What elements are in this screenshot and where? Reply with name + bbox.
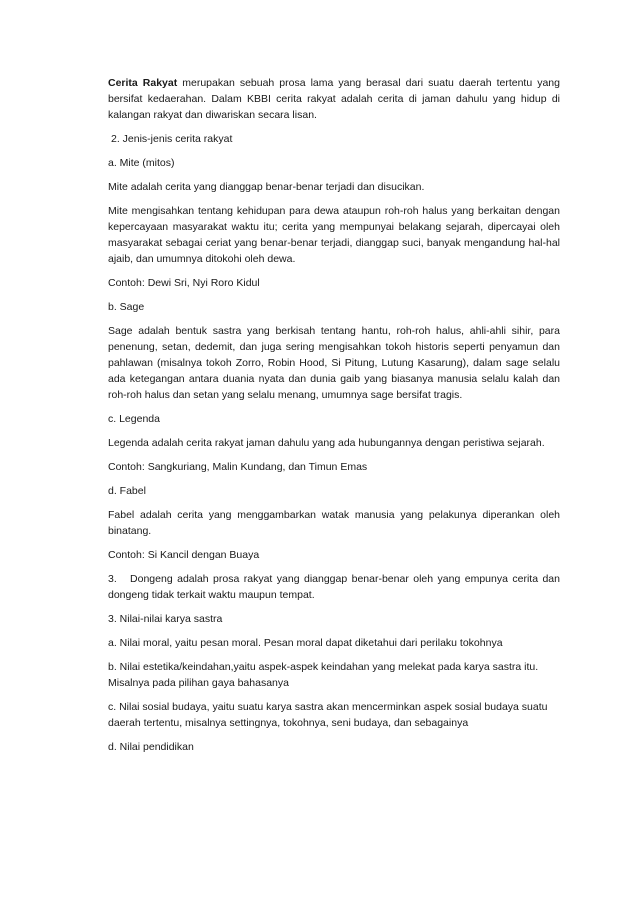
paragraph-sage: Sage adalah bentuk sastra yang berkisah tentang hantu, roh-roh halus, ahli-ahli sihir, para penenung, setan, dedemit, dan juga sering mengisahkan tokoh historis seperti penyamun dan pahlawan (misalnya tokoh Zorro, Robin Hood, Si Pitung, Lutung Kasarung), dalam sage selalu ada ketegangan antara duania nyata dan dunia gaib yang biasanya manusia selalu kalah dan roh-roh halus dan setan yang selalu menang, umumnya sage bersifat tragis. bbox=[108, 325, 560, 401]
subheading-sage: b. Sage bbox=[108, 301, 145, 313]
paragraph-mite-description: Mite mengisahkan tentang kehidupan para dewa ataupun roh-roh halus yang berkaitan dengan kepercayaan masyarakat waktu itu; cerita yang mempunyai belakang sejarah, dipercayai oleh masyarakat sebagai ceriat yang benar-benar terjadi, dianggap suci, banyak mengandung hal-hal ajaib, dan umumnya ditokohi oleh dewa. bbox=[108, 205, 560, 265]
document-page bbox=[108, 75, 560, 763]
paragraph-dongeng: 3. Dongeng adalah prosa rakyat yang dianggap benar-benar oleh yang empunya cerita dan dongeng tidak terkait waktu maupun tempat. bbox=[108, 573, 560, 601]
example-mite: Contoh: Dewi Sri, Nyi Roro Kidul bbox=[108, 277, 260, 289]
nilai-pendidikan: d. Nilai pendidikan bbox=[108, 741, 194, 753]
nilai-estetika: b. Nilai estetika/keindahan,yaitu aspek-aspek keindahan yang melekat pada karya sastra itu. Misalnya pada pilihan gaya bahasanya bbox=[108, 661, 539, 689]
example-legenda: Contoh: Sangkuriang, Malin Kundang, dan Timun Emas bbox=[108, 461, 368, 473]
paragraph-mite-definition: Mite adalah cerita yang dianggap benar-benar terjadi dan disucikan. bbox=[108, 181, 425, 193]
subheading-fabel: d. Fabel bbox=[108, 485, 146, 497]
subheading-legenda: c. Legenda bbox=[108, 413, 160, 425]
nilai-moral: a. Nilai moral, yaitu pesan moral. Pesan moral dapat diketahui dari perilaku tokohnya bbox=[108, 637, 503, 649]
example-fabel: Contoh: Si Kancil dengan Buaya bbox=[108, 549, 260, 561]
section-heading-nilai: 3. Nilai-nilai karya sastra bbox=[108, 613, 223, 625]
intro-term: Cerita Rakyat bbox=[108, 77, 178, 89]
paragraph-legenda: Legenda adalah cerita rakyat jaman dahulu yang ada hubungannya dengan peristiwa sejarah. bbox=[108, 437, 545, 449]
intro-text: merupakan sebuah prosa lama yang berasal dari suatu daerah tertentu yang bersifat kedaerahan. Dalam KBBI cerita rakyat adalah cerita di jaman dahulu yang hidup di kalangan rakyat dan diwariskan secara lisan. bbox=[108, 77, 560, 121]
section-heading-jenis: 2. Jenis-jenis cerita rakyat bbox=[111, 133, 233, 145]
nilai-sosial-budaya: c. Nilai sosial budaya, yaitu suatu karya sastra akan mencerminkan aspek sosial budaya suatu daerah tertentu, misalnya settingnya, tokohnya, seni budaya, dan sebagainya bbox=[108, 701, 548, 729]
subheading-mite: a. Mite (mitos) bbox=[108, 157, 175, 169]
intro-paragraph bbox=[108, 75, 560, 123]
paragraph-fabel: Fabel adalah cerita yang menggambarkan watak manusia yang pelakunya diperankan oleh binatang. bbox=[108, 509, 560, 537]
